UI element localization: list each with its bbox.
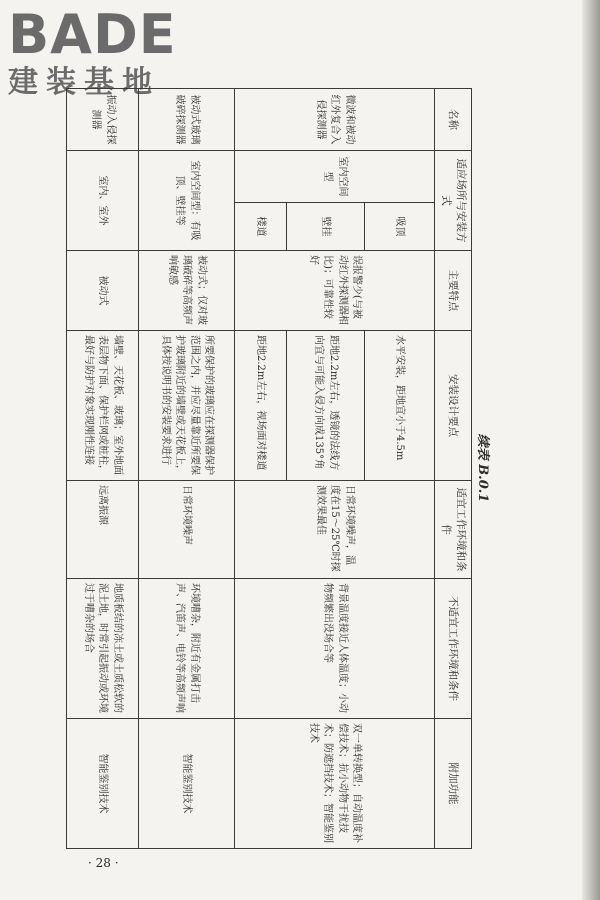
cell-suitable: 远离振源 — [66, 481, 138, 579]
table-caption: 续表 B.0.1 — [475, 433, 490, 503]
cell-name: 被动式玻璃破碎探测器 — [138, 89, 234, 151]
cell-place: 室内、室外 — [66, 151, 138, 251]
table-row — [138, 89, 234, 849]
cell-unsuitable: 地质板结的冻土或土质松软的泥土地，时常引起振动或环境过于嘈杂的场合 — [66, 579, 138, 719]
cell-place: 室内空间型：有吸顶、壁挂等 — [138, 151, 234, 251]
cell-design: 距地2.2m左右，透镜的法线方向宜与可能入侵方向成135°角 — [286, 331, 364, 481]
page-edge-shadow — [582, 0, 600, 900]
table-row — [66, 89, 138, 849]
cell-features: 被动式 — [66, 251, 138, 331]
cell-place: 室内空间型 — [234, 151, 434, 203]
cell-name: 振动入侵探测器 — [66, 89, 138, 151]
rotated-table-page — [70, 88, 500, 848]
cell-extra: 智能鉴别技术 — [138, 719, 234, 849]
header-design: 安装设计要点 — [434, 331, 471, 481]
header-name: 名称 — [434, 89, 471, 151]
header-features: 主要特点 — [434, 251, 471, 331]
cell-mount: 壁挂 — [286, 203, 364, 251]
logo-subtitle: 建装基地 — [8, 65, 160, 100]
table-row — [364, 89, 434, 849]
cell-extra: 双一单转换型；自动温度补偿技术；抗小动物干扰技术；防遮挡技术；智能鉴别技术 — [234, 719, 434, 849]
cell-mount: 楼道 — [234, 203, 286, 251]
cell-design: 水平安装，距地宜小于4.5m — [364, 331, 434, 481]
header-suitable: 适宜工作环境和条件 — [434, 481, 471, 579]
cell-design: 墙壁、天花板、玻璃；室外地面表层物下面、保护栏网或桩柱，最好与防护对象实现刚性连接 — [66, 331, 138, 481]
cell-mount: 吸顶 — [364, 203, 434, 251]
page-number: · 28 · — [88, 856, 119, 870]
header-place: 适应场所与安装方式 — [434, 151, 471, 251]
cell-features: 误报警少(与被动红外探测器相比)；可靠性较好 — [234, 251, 434, 331]
cell-unsuitable: 背景温度接近人体温度；小动物频繁出没场合等 — [234, 579, 434, 719]
cell-design: 所要保护的玻璃应在探测器保护范围之内，并应尽量靠近所要保护玻璃附近的墙壁或天花板上，具体按说明书的安装要求进行 — [138, 331, 234, 481]
cell-extra: 智能鉴别技术 — [66, 719, 138, 849]
cell-name: 微波和被动红外复合入侵探测器 — [234, 89, 434, 151]
watermark-logo — [8, 3, 177, 100]
cell-design: 距地2.2m左右，视场面对楼道 — [234, 331, 286, 481]
header-unsuitable: 不适宜工作环境和条件 — [434, 579, 471, 719]
header-extra: 附加功能 — [434, 719, 471, 849]
table-header-row — [434, 89, 471, 849]
cell-suitable: 日常环境噪声 — [138, 481, 234, 579]
cell-suitable: 日常环境噪声，温度在15～25℃时探测效果最佳 — [234, 481, 434, 579]
cell-unsuitable: 环境嘈杂，附近有金属打击声、汽笛声、电铃等高频声响 — [138, 579, 234, 719]
cell-features: 被动式；仅对玻璃破碎等高频声响敏感 — [138, 251, 234, 331]
logo-brand: BADE — [8, 3, 177, 66]
detector-spec-table — [66, 88, 472, 849]
